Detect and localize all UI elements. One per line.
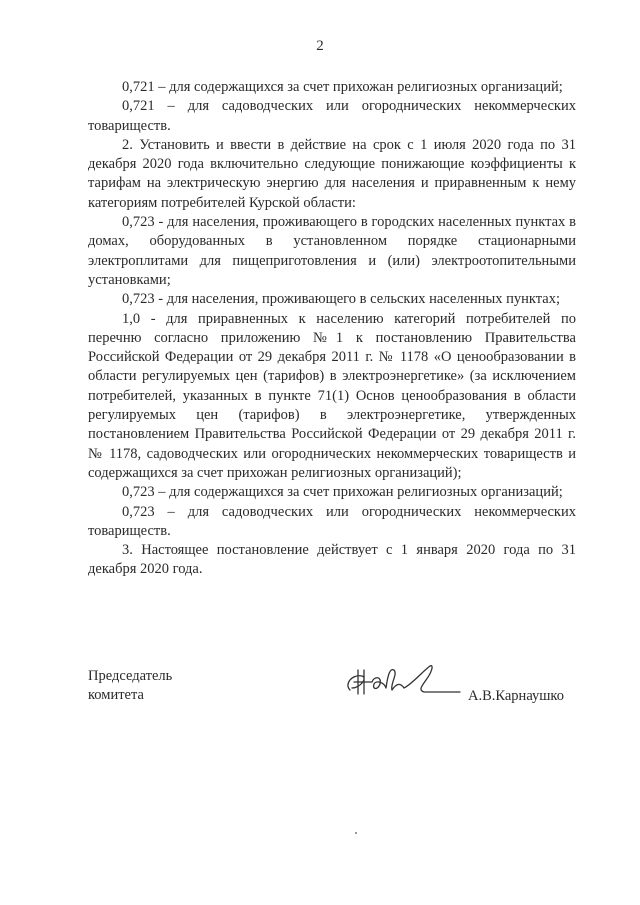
position-line: Председатель (88, 668, 173, 684)
paragraph: 0,723 – для садоводческих или огороднических некоммерческих товариществ. (88, 503, 576, 539)
scan-speck (355, 832, 357, 834)
paragraph: 0,721 – для содержащихся за счет прихожан религиозных организаций; (122, 79, 563, 95)
paragraph: 0,723 – для содержащихся за счет прихожан религиозных организаций; (122, 484, 563, 501)
paragraph: 3. Настоящее постановление действует с 1 января 2020 года по 31 декабря 2020 года. (88, 542, 576, 578)
paragraph: 0,723 - для населения, проживающего в сельских населенных пунктах; (122, 291, 561, 308)
signatory-name: А.В.Карнаушко (468, 688, 564, 704)
signatory-position (88, 667, 172, 706)
document-body (88, 78, 576, 580)
page-number: 2 (316, 38, 324, 54)
handwritten-signature (338, 654, 468, 704)
paragraph: 2. Установить и ввести в действие на срок с 1 июля 2020 года по 31 декабря 2020 года включительно следующие понижающие коэффициенты к тарифам на электрическую энергию для населения и приравненным к нему категориям потребителей Курской области: (88, 136, 576, 211)
paragraph: 0,723 - для населения, проживающего в городских населенных пунктах в домах, оборудованных в установленном порядке стационарными электроплитами для пищеприготовления и (или) электроотопительными установками; (88, 214, 576, 288)
paragraph: 1,0 - для приравненных к населению категорий потребителей по перечню согласно приложению №1 к постановлению Правительства Российской Федерации от 29 декабря 2011 г. № 1178 «О ценообразовании в области регулируемых цен (тарифов) в электроэнергетике» (за исключением потребителей, указанных в пункте 71(1) Основ ценообразования в области регулируемых цен (тарифов) в электроэнергетике, утвержденных постановлением Правительства Российской Федерации от 29 декабря 2011 г. № 1178, садоводческих или огороднических некоммерческих товариществ и содержащихся за счет прихожан религиозных организаций); (88, 310, 576, 481)
position-line: комитета (88, 687, 144, 704)
paragraph: 0,721 – для садоводческих или огороднических некоммерческих товариществ. (88, 98, 576, 134)
